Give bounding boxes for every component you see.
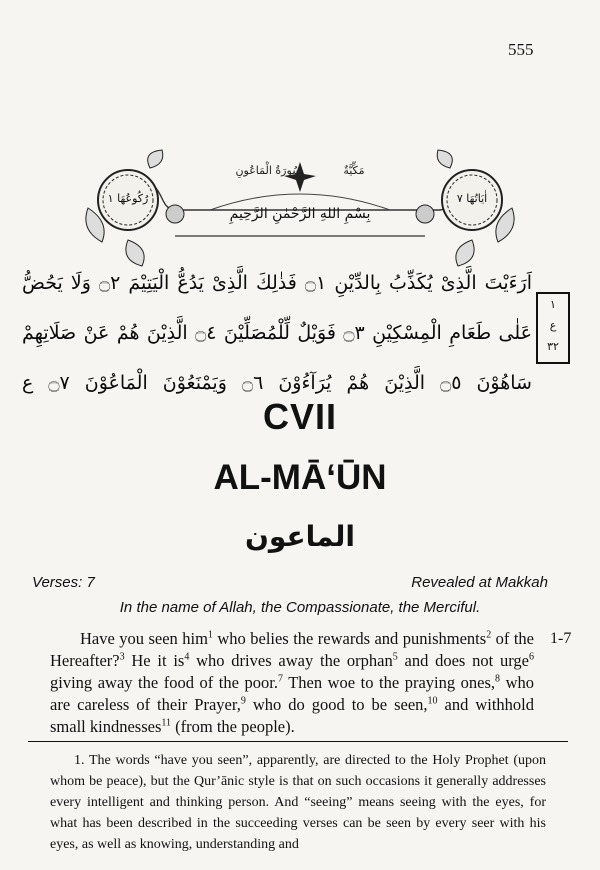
footnote-marker[interactable]: 9: [240, 695, 246, 707]
basmala: بِسْمِ اللهِ الرَّحْمٰنِ الرَّحِيمِ: [229, 206, 371, 222]
ruku-count-medallion: رُكُوعُهَا ١: [107, 192, 149, 205]
surah-name-arabic: الماعون: [245, 520, 355, 553]
surah-header-ornament: [80, 148, 520, 268]
translation-text: (from the people).: [171, 717, 295, 736]
footnote-marker[interactable]: 2: [486, 629, 492, 641]
revelation-place: Revealed at Makkah: [411, 574, 548, 591]
translation-text: who belies the rewards and punishments: [212, 629, 487, 648]
translation-text: He it is: [124, 651, 185, 670]
verses-count: Verses: 7: [32, 574, 95, 591]
arabic-line: اَرَءَيْتَ الَّذِىْ يُكَذِّبُ بِالدِّيْنِ ۝١ فَذٰلِكَ الَّذِىْ يَدُعُّ الْيَتِيْمَ ۝٢ وَلَا يَحُضُّ: [22, 272, 532, 294]
surah-title-arabic: مَكِّيَّةٌ سُورَةُ الْمَاعُونِ: [235, 164, 365, 177]
translation-text: and does not urge: [397, 651, 529, 670]
translation-text: Have you seen him: [80, 629, 208, 648]
translation-paragraph: [50, 628, 534, 738]
footnote: 1. The words “have you seen”, apparently, are directed to the Holy Prophet (upon whom be peace), but the Qur’ānic style is that on such occasions it generally addresses every intelligent and thinking person. And “seeing” means seeing with the eyes, for what has been described in the succeeding verses can be seen by every seer with his eyes, as well as knowing, understanding and: [50, 753, 546, 852]
translation-text: giving away the food of the poor.: [50, 673, 278, 692]
translation-text: Then woe to the praying ones,: [282, 673, 496, 692]
footnote-marker[interactable]: 5: [392, 651, 398, 663]
footnote-marker[interactable]: 1: [207, 629, 213, 641]
footnote-marker[interactable]: 10: [427, 695, 438, 707]
footnote-marker[interactable]: 11: [161, 717, 172, 729]
arabic-text-block: [22, 258, 532, 408]
ruku-marker: ١ ع ٣٢: [536, 292, 570, 364]
arabic-line: عَلٰى طَعَامِ الْمِسْكِيْنِ ۝٣ فَوَيْلٌ لِّلْمُصَلِّيْنَ ۝٤ الَّذِيْنَ هُمْ عَنْ صَلَاتِهِمْ: [22, 322, 532, 344]
translation-text: who drives away the orphan: [189, 651, 393, 670]
invocation: In the name of Allah, the Compassionate, the Merciful.: [119, 599, 481, 616]
translation-text: of the Hereafter?: [50, 629, 534, 670]
arabic-line: سَاهُوْنَ ۝٥ الَّذِيْنَ هُمْ يُرَآءُوْنَ ۝٦ وَيَمْنَعُوْنَ الْمَاعُوْنَ ۝٧ ع: [22, 372, 532, 394]
footnote-marker[interactable]: 8: [495, 673, 501, 685]
translation-text: who do good to be seen,: [245, 695, 428, 714]
footnote-divider: [28, 741, 568, 742]
translation-text: and withhold small kindnesses: [50, 695, 534, 736]
footnote-marker[interactable]: 6: [529, 651, 534, 663]
ayat-count-medallion: اٰيَاتُهَا ٧: [456, 192, 488, 205]
verse-range: 1-7: [550, 630, 572, 647]
translation-text: who are careless of their Prayer,: [50, 673, 534, 714]
surah-name: AL-MĀ‘ŪN: [213, 458, 387, 497]
footnote-marker[interactable]: 7: [277, 673, 283, 685]
surah-number: CVII: [262, 396, 337, 437]
footnote-marker[interactable]: 3: [119, 651, 125, 663]
footnote-marker[interactable]: 4: [184, 651, 190, 663]
page-number: 555: [508, 40, 534, 59]
